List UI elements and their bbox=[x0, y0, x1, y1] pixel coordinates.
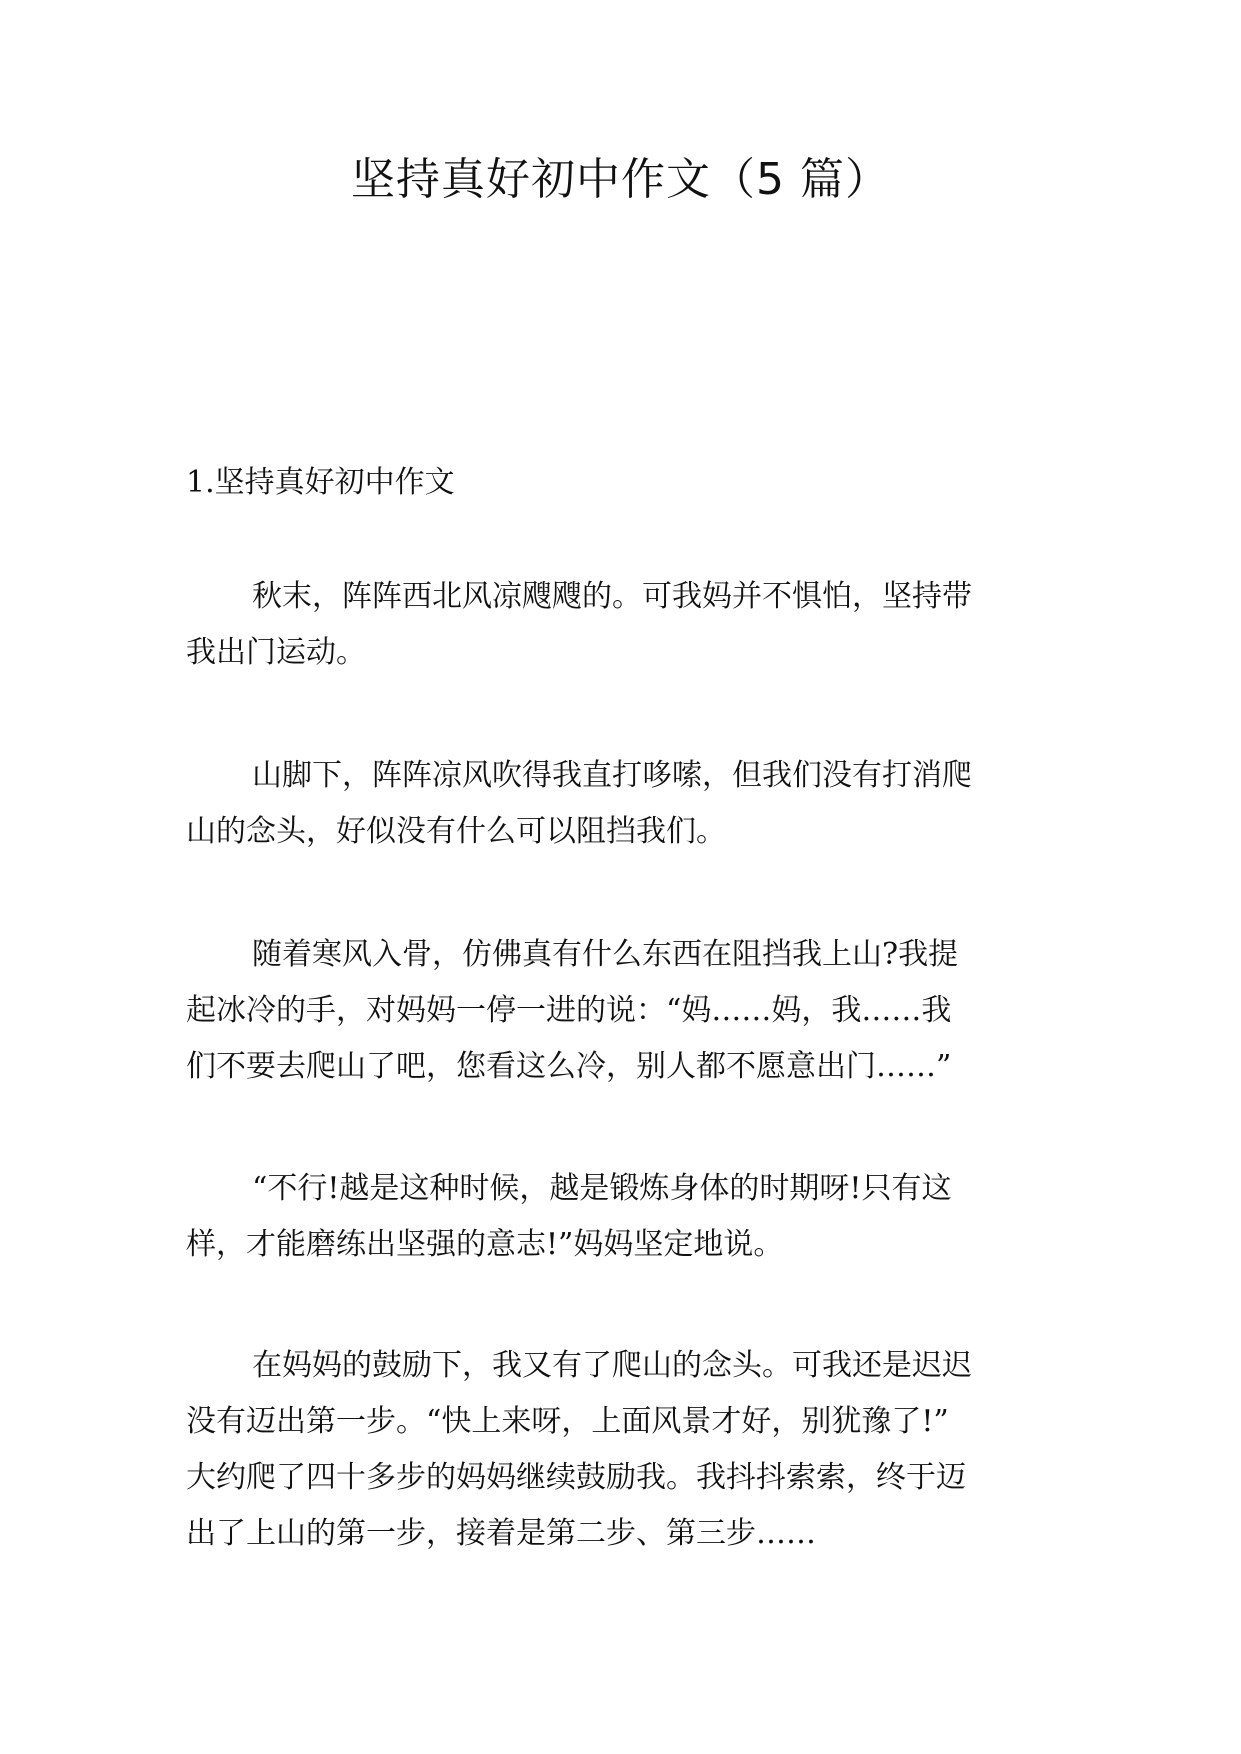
paragraph-line: 山脚下，阵阵凉风吹得我直打哆嗦，但我们没有打消爬 bbox=[252, 758, 972, 793]
paragraph-line: 在妈妈的鼓励下，我又有了爬山的念头。可我还是迟迟 bbox=[252, 1348, 972, 1383]
paragraph-line: 秋末，阵阵西北风凉飕飕的。可我妈并不惧怕，坚持带 bbox=[252, 579, 972, 614]
paragraph-line: 没有迈出第一步。“快上来呀，上面风景才好，别犹豫了!” bbox=[186, 1404, 949, 1439]
paragraph-2 bbox=[186, 748, 1056, 860]
paragraph-1 bbox=[186, 569, 1056, 681]
section-heading: 1.坚持真好初中作文 bbox=[186, 465, 455, 500]
paragraph-3 bbox=[186, 927, 1056, 1095]
paragraph-line: 大约爬了四十多步的妈妈继续鼓励我。我抖抖索索，终于迈 bbox=[186, 1460, 966, 1495]
paragraph-line: 山的念头，好似没有什么可以阻挡我们。 bbox=[186, 814, 726, 849]
paragraph-5 bbox=[186, 1338, 1056, 1562]
paragraph-line: 我出门运动。 bbox=[186, 635, 366, 670]
document-title: 坚持真好初中作文（5 篇） bbox=[351, 154, 890, 205]
paragraph-line: 随着寒风入骨，仿佛真有什么东西在阻挡我上山?我提 bbox=[252, 937, 959, 972]
paragraph-line: 起冰冷的手，对妈妈一停一进的说：“妈……妈，我……我 bbox=[186, 993, 952, 1028]
paragraph-line: 样，才能磨练出坚强的意志!”妈妈坚定地说。 bbox=[186, 1227, 784, 1262]
paragraph-line: 出了上山的第一步，接着是第二步、第三步…… bbox=[186, 1516, 816, 1551]
paragraph-line: “不行!越是这种时候，越是锻炼身体的时期呀!只有这 bbox=[252, 1171, 952, 1206]
paragraph-4 bbox=[186, 1161, 1056, 1273]
paragraph-line: 们不要去爬山了吧，您看这么冷，别人都不愿意出门……” bbox=[186, 1049, 952, 1084]
